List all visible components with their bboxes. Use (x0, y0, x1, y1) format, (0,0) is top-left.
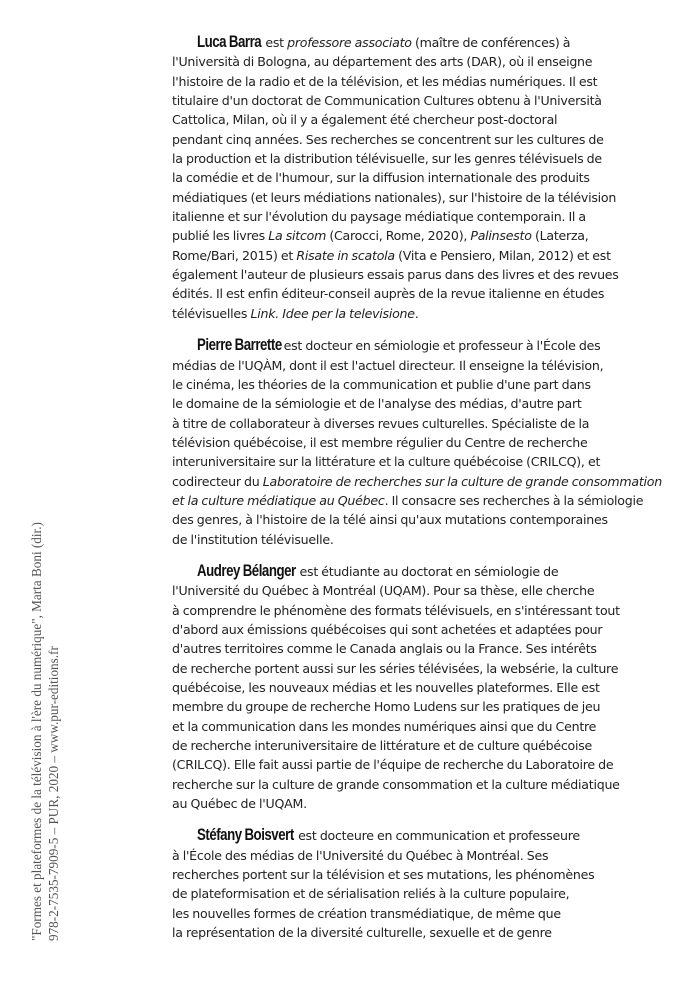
contributor-name: Stéfany Boisvert (197, 825, 294, 845)
italic-title: et la culture médiatique au Québec (172, 492, 385, 508)
italic-title: Palinsesto (470, 228, 532, 244)
contributor-name: Audrey Bélanger (197, 560, 296, 580)
bio-line: des genres, à l'histoire de la télé ainsi qu'aux mutations contemporaines (172, 512, 608, 528)
bio-line: titulaire d'un doctorat de Communication Cultures obtenu à l'Università (172, 93, 602, 109)
bio-line: recherche sur la culture de grande consommation et la culture médiatique (172, 776, 620, 792)
sidebar-citation (0, 0, 70, 989)
bio-line: à l'École des médias de l'Université du Québec à Montréal. Ses (172, 847, 549, 863)
bio-line: la comédie et de l'humour, sur la diffusion internationale des produits (172, 170, 590, 186)
bio-stefany-boisvert (172, 825, 662, 942)
bio-line: Cattolica, Milan, où il y a également été chercheur post-doctoral (172, 112, 558, 128)
bio-line: recherches portent sur la télévision et ses mutations, les phénomènes (172, 867, 595, 883)
bio-line: de recherche interuniversitaire de littérature et de culture québécoise (172, 738, 593, 754)
bio-line: pendant cinq années. Ses recherches se concentrent sur les cultures de (172, 131, 604, 147)
italic-title: Risate in scatola (296, 247, 395, 263)
contributors-biographies (172, 32, 662, 954)
bio-line: Pierre Barretteest docteur en sémiologie et professeur à l'École des (197, 335, 601, 355)
bio-line: également l'auteur de plusieurs essais parus dans des livres et des revues (172, 267, 619, 283)
italic-title: professore associato (287, 35, 412, 50)
bio-line: publié les livres La sitcom (Carocci, Rome, 2020), Palinsesto (Laterza, (172, 228, 589, 244)
bio-line: membre du groupe de recherche Homo Ludens sur les pratiques de jeu (172, 699, 601, 715)
bio-line: la représentation de la diversité culturelle, sexuelle et de genre (172, 925, 552, 941)
italic-title: La sitcom (268, 228, 327, 244)
bio-line: l'Université du Québec à Montréal (UQAM). Pour sa thèse, elle cherche (172, 583, 595, 599)
bio-line: (CRILCQ). Elle fait aussi partie de l'équipe de recherche du Laboratoire de (172, 757, 614, 773)
bio-line: Stéfany Boisvertest docteure en communication et professeure (197, 825, 580, 845)
bio-line: interuniversitaire sur la littérature et la culture québécoise (CRILCQ), et (172, 454, 601, 470)
bio-line: Rome/Bari, 2015) et Risate in scatola (Vita e Pensiero, Milan, 2012) et est (172, 247, 611, 263)
bio-line: de l'institution télévisuelle. (172, 531, 334, 547)
bio-line: codirecteur du Laboratoire de recherches sur la culture de grande consommation (172, 473, 662, 489)
bio-luca-barra (172, 32, 662, 323)
bio-line: Luca Barraest professore associato (maître de conférences) à (197, 32, 571, 51)
bio-line: au Québec de l'UQAM. (172, 796, 307, 812)
citation-title-line: "Formes et plateformes de la télévision à l'ère du numérique", Marta Boni (dir.) (29, 522, 44, 941)
bio-line: à titre de collaborateur à diverses revues culturelles. Spécialiste de la (172, 415, 590, 431)
bio-line: le domaine de la sémiologie et de l'analyse des médias, d'autre part (172, 396, 582, 412)
contributor-name: Luca Barra (197, 32, 262, 51)
italic-title: Link. Idee per la televisione (250, 305, 415, 321)
citation-isbn-line: 978-2-7535-7909-5 – PUR, 2020 – www.pur-editions.fr (46, 646, 61, 941)
bio-line: à comprendre le phénomène des formats télévisuels, en s'intéressant tout (172, 602, 620, 618)
bio-line: et la communication dans les mondes numériques ainsi que du Centre (172, 718, 597, 734)
bio-line: le cinéma, les théories de la communication et publie d'une part dans (172, 376, 591, 392)
bio-line: de plateformisation et de sérialisation reliés à la culture populaire, (172, 886, 570, 902)
bio-line: et la culture médiatique au Québec. Il consacre ses recherches à la sémiologie (172, 492, 644, 508)
bio-line: l'Università di Bologna, au département des arts (DAR), où il enseigne (172, 54, 593, 70)
bio-line: québécoise, les nouveaux médias et les nouvelles plateformes. Elle est (172, 680, 600, 695)
bio-line: télévision québécoise, il est membre régulier du Centre de recherche (172, 434, 588, 450)
bio-line: médias de l'UQÀM, dont il est l'actuel directeur. Il enseigne la télévision, (172, 357, 604, 373)
bio-audrey-belanger (172, 561, 662, 813)
bio-line: d'autres territoires comme le Canada anglais ou la France. Ses intérêts (172, 641, 597, 657)
bio-line: l'histoire de la radio et de la télévision, et les médias numériques. Il est (172, 73, 598, 89)
bio-line: Audrey Bélangerest étudiante au doctorat en sémiologie de (197, 560, 559, 580)
bio-line: télévisuelles Link. Idee per la televisione. (172, 305, 419, 321)
bio-line: de recherche portent aussi sur les séries télévisées, la websérie, la culture (172, 660, 619, 676)
bio-pierre-barrette (172, 335, 662, 549)
bio-line: édités. Il est enfin éditeur-conseil auprès de la revue italienne en études (172, 286, 605, 302)
italic-title: Laboratoire de recherches sur la culture de grande consommation (262, 473, 662, 489)
bio-line: la production et la distribution télévisuelle, sur les genres télévisuels de (172, 151, 602, 167)
contributor-name: Pierre Barrette (197, 335, 282, 355)
bio-line: d'abord aux émissions québécoises qui sont achetées et adaptées pour (172, 621, 603, 637)
bio-line: médiatiques (et leurs médiations nationales), sur l'histoire de la télévision (172, 189, 617, 205)
bio-line: italienne et sur l'évolution du paysage médiatique contemporain. Il a (172, 209, 586, 225)
bio-line: les nouvelles formes de création transmédiatique, de même que (172, 905, 561, 921)
